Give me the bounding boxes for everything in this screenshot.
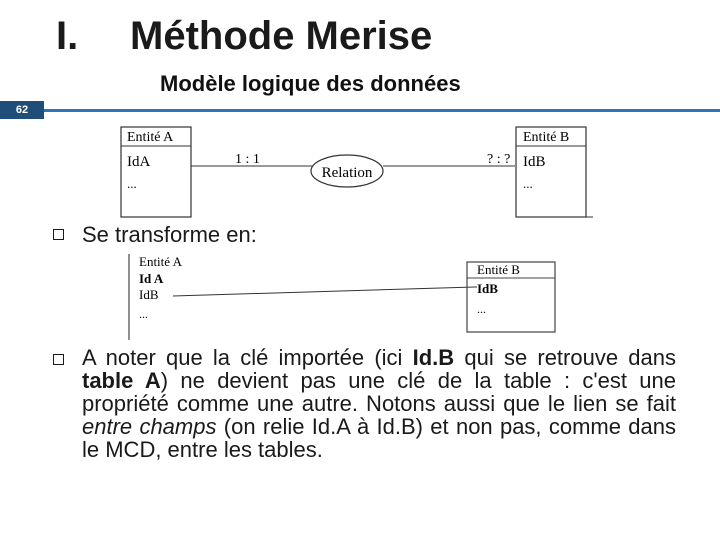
cardinality-b: ? : ?: [487, 152, 511, 167]
table-a: [129, 254, 183, 340]
entity-a-more: ...: [127, 176, 137, 191]
bullet-text-note: [82, 346, 676, 461]
title-number: I.: [56, 14, 79, 58]
entity-b-id: IdB: [523, 154, 546, 170]
note-text-part: A noter que la clé importée (ici: [82, 345, 413, 370]
note-text-part: (on relie Id.A à Id.B) et non pas, comme dans le MCD, entre les tables.: [82, 414, 676, 462]
mld-diagram: [125, 252, 565, 342]
table-b: [467, 262, 555, 332]
bullet-marker: [53, 354, 64, 365]
note-italic-entre-champs: entre champs: [82, 414, 217, 439]
table-b-name: Entité B: [477, 262, 520, 277]
relation-ellipse: [311, 155, 383, 187]
page-title: Méthode Merise: [130, 14, 433, 58]
slide-page-number: 62: [0, 101, 44, 119]
entity-b-box: [516, 127, 593, 217]
bullet-marker: [53, 229, 64, 240]
table-b-id: IdB: [477, 281, 498, 296]
note-bold-idb: Id.B: [412, 345, 455, 370]
note-bold-table-a: table A: [82, 368, 161, 393]
entity-b-name: Entité B: [523, 130, 570, 145]
cardinality-a: 1 : 1: [235, 152, 260, 167]
table-b-more: ...: [477, 302, 486, 316]
header-divider-line: [44, 109, 720, 112]
entity-b-more: ...: [523, 176, 533, 191]
table-a-fk: IdB: [139, 287, 159, 302]
note-text-part: ) ne devient pas une clé de la table : c'est une propriété comme une autre. Notons aussi que le lien se fait: [82, 368, 676, 416]
relation-label: Relation: [321, 165, 373, 181]
slide-subtitle: Modèle logique des données: [160, 71, 461, 96]
note-text-part: qui se retrouve dans: [454, 345, 676, 370]
entity-a-id: IdA: [127, 154, 151, 170]
entity-a-box: [121, 127, 191, 217]
table-a-id: Id A: [139, 271, 164, 286]
bullet-text-transform: Se transforme en:: [82, 222, 257, 247]
table-a-name: Entité A: [139, 254, 182, 269]
entity-a-name: Entité A: [127, 130, 174, 145]
slide-number-bar: [0, 101, 720, 119]
table-a-more: ...: [139, 307, 148, 321]
mcd-diagram: [115, 122, 595, 222]
